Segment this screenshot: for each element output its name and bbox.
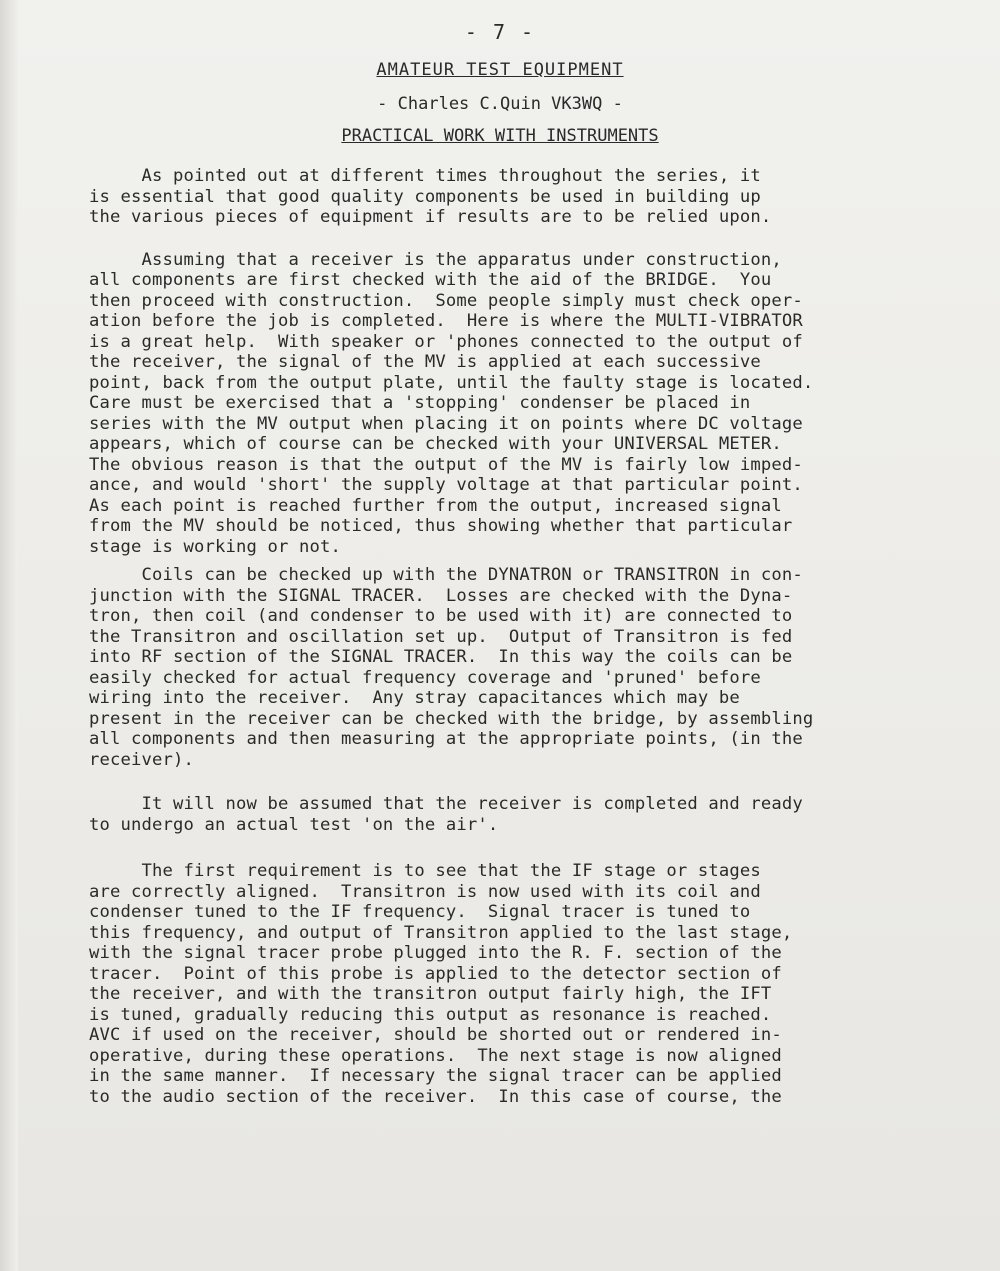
paragraph-on-air-test: It will now be assumed that the receiver is completed and ready to undergo an actual test 'on the air'. (89, 794, 803, 835)
page-number: - 7 - (464, 20, 536, 44)
author-line: - Charles C.Quin VK3WQ - (377, 94, 623, 114)
section-subtitle: PRACTICAL WORK WITH INSTRUMENTS (341, 126, 659, 146)
paragraph-intro: As pointed out at different times throughout the series, it is essential that good quality components be used in building up the various pieces of equipment if results are to be relied upon. (89, 166, 772, 227)
paragraph-receiver-construction: Assuming that a receiver is the apparatus under construction, all components are first checked with the aid of the BRIDGE. You then proceed with construction. Some people simply must check oper- ation before the job is completed. Here is where the MULTI-VIBRATOR is a great help. With speaker or 'phones connected to the output of the receiver, the signal of the MV is applied at each successive point, back from the output plate, until the faulty stage is located. Care must be exercised that a 'stopping' condenser be placed in series with the MV output when placing it on points where DC voltage appears, which of course can be checked with your UNIVERSAL METER. The obvious reason is that the output of the MV is fairly low imped- ance, and would 'short' the supply voltage at that particular point. As each point is reached further from the output, increased signal from the MV should be noticed, thus showing whether that particular stage is working or not. (89, 249, 814, 557)
paragraph-coils: Coils can be checked up with the DYNATRON or TRANSITRON in con- junction with the SIGNAL TRACER. Losses are checked with the Dyna- tron, then coil (and condenser to be used with it) are connected to the Transitron and oscillation set up. Output of Transitron is fed into RF section of the SIGNAL TRACER. In this way the coils can be easily checked for actual frequency coverage and 'pruned' before wiring into the receiver. Any stray capacitances which may be present in the receiver can be checked with the bridge, by assembling all components and then measuring at the appropriate points, (in the receiver). (89, 565, 814, 770)
document-body (89, 166, 959, 1128)
document-title: AMATEUR TEST EQUIPMENT (376, 60, 624, 80)
paragraph-if-alignment: The first requirement is to see that the IF stage or stages are correctly aligned. Transitron is now used with its coil and condenser tuned to the IF frequency. Signal tracer is tuned to this frequency, and output of Transitron applied to the last stage, with the signal tracer probe plugged into the R. F. section of the tracer. Point of this probe is applied to the detector section of the receiver, and with the transitron output fairly high, the IFT is tuned, gradually reducing this output as resonance is reached. AVC if used on the receiver, should be shorted out or rendered in- operative, during these operations. The next stage is now aligned in the same manner. If necessary the signal tracer can be applied to the audio section of the receiver. In this case of course, the (89, 861, 793, 1107)
